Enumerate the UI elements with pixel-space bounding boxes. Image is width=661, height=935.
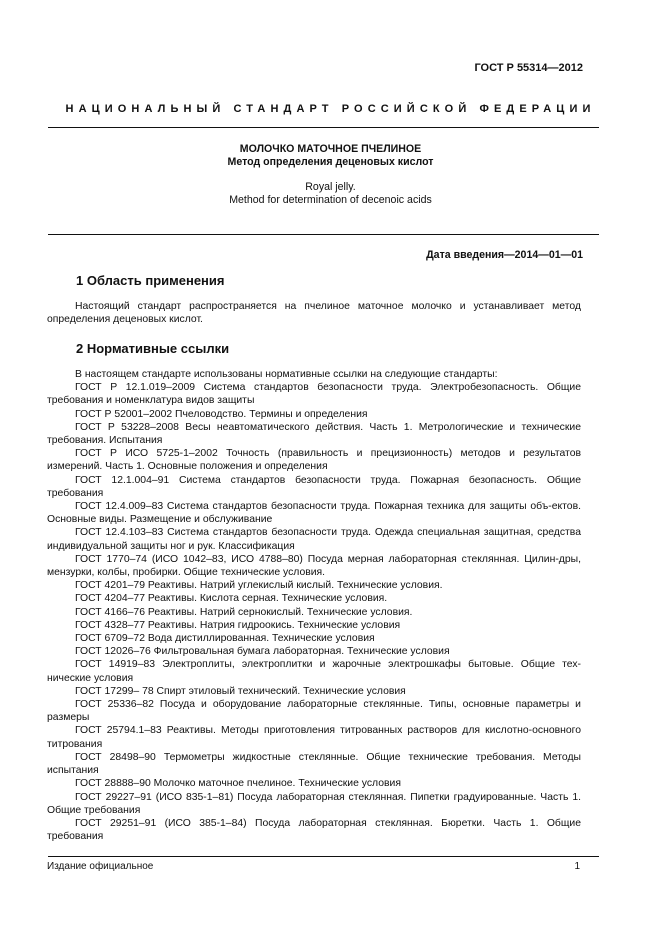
reference-item: ГОСТ 28498–90 Термометры жидкостные стеклянные. Общие технические требования. Методы испытания (47, 751, 581, 777)
english-subtitle: Method for determination of decenoic acids (229, 194, 432, 206)
english-title: Royal jelly. (305, 181, 356, 193)
section-1-body (47, 300, 581, 326)
top-divider (48, 127, 599, 128)
reference-item: ГОСТ 29227–91 (ИСО 835-1–81) Посуда лабораторная стеклянная. Пипетки градуированные. Часть 1. Общие требования (47, 791, 581, 816)
section-1-heading: 1 Область применения (76, 273, 225, 288)
paragraph: Настоящий стандарт распространяется на пчелиное маточное молочко и устанавливает метод определения деценовых кислот. (47, 301, 581, 326)
reference-item: ГОСТ Р 12.1.019–2009 Система стандартов безопасности труда. Электробезопасность. Общие требования и номенклатура видов защиты (47, 382, 581, 407)
document-code: ГОСТ Р 55314—2012 (474, 62, 583, 74)
national-standard-title: НАЦИОНАЛЬНЫЙ СТАНДАРТ РОССИЙСКОЙ ФЕДЕРАЦИИ (65, 103, 596, 115)
reference-item: ГОСТ 12.4.103–83 Система стандартов безопасности труда. Одежда специальная защитная, средства индивидуальной защиты ног и рук. Классификация (47, 527, 581, 552)
section-2-body (47, 368, 581, 843)
reference-item: ГОСТ 25794.1–83 Реактивы. Методы приготовления титрованных растворов для кислотно-основного титрования (47, 725, 581, 750)
reference-item: ГОСТ 4201–79 Реактивы. Натрий углекислый кислый. Технические условия. (75, 580, 443, 592)
reference-item: ГОСТ 4166–76 Реактивы. Натрий сернокислый. Технические условия. (75, 606, 413, 618)
reference-item: ГОСТ 12026–76 Фильтровальная бумага лабораторная. Технические условия (75, 646, 450, 658)
reference-item: ГОСТ Р 52001–2002 Пчеловодство. Термины и определения (75, 408, 368, 420)
reference-item: ГОСТ 14919–83 Электроплиты, электроплитки и жарочные электрошкафы бытовые. Общие тех-нические условия (47, 659, 581, 684)
reference-item: ГОСТ Р 53228–2008 Весы неавтоматического действия. Часть 1. Метрологические и технические требования. Испытания (47, 421, 581, 447)
section-2-heading: 2 Нормативные ссылки (76, 341, 230, 356)
paragraph: В настоящем стандарте использованы нормативные ссылки на следующие стандарты: (75, 369, 498, 380)
reference-item: ГОСТ 4204–77 Реактивы. Кислота серная. Технические условия. (75, 593, 388, 605)
reference-item: ГОСТ 28888–90 Молочко маточное пчелиное. Технические условия (75, 778, 401, 790)
standard-title: МОЛОЧКО МАТОЧНОЕ ПЧЕЛИНОЕ (239, 143, 422, 155)
reference-item: ГОСТ 29251–91 (ИСО 385-1–84) Посуда лабораторная стеклянная. Бюретки. Часть 1. Общие требования (47, 817, 581, 843)
edition-label: Издание официальное (47, 861, 154, 872)
standard-subtitle: Метод определения деценовых кислот (227, 156, 434, 168)
reference-item: ГОСТ 25336–82 Посуда и оборудование лабораторные стеклянные. Типы, основные параметры и размеры (47, 699, 581, 724)
footer-divider (48, 856, 599, 857)
reference-item: ГОСТ 12.4.009–83 Система стандартов безопасности труда. Пожарная техника для защиты объ-ектов. Основные виды. Размещение и обслуживание (47, 501, 581, 526)
reference-item: ГОСТ 1770–74 (ИСО 1042–83, ИСО 4788–80) Посуда мерная лабораторная стеклянная. Цилин-дры, мензурки, колбы, пробирки. Общие технические условия. (47, 553, 581, 579)
reference-item: ГОСТ Р ИСО 5725-1–2002 Точность (правильность и прецизионность) методов и результатов измерений. Часть 1. Основные положения и определения (47, 448, 581, 473)
title-divider (48, 234, 599, 235)
reference-item: ГОСТ 12.1.004–91 Система стандартов безопасности труда. Пожарная безопасность. Общие требования (47, 474, 581, 499)
reference-item: ГОСТ 17299– 78 Спирт этиловый технический. Технические условия (75, 685, 406, 697)
reference-item: ГОСТ 4328–77 Реактивы. Натрия гидроокись. Технические условия (75, 619, 401, 631)
page-number: 1 (574, 861, 580, 872)
reference-item: ГОСТ 6709–72 Вода дистиллированная. Технические условия (75, 633, 375, 645)
introduction-date: Дата введения—2014—01—01 (426, 249, 583, 261)
